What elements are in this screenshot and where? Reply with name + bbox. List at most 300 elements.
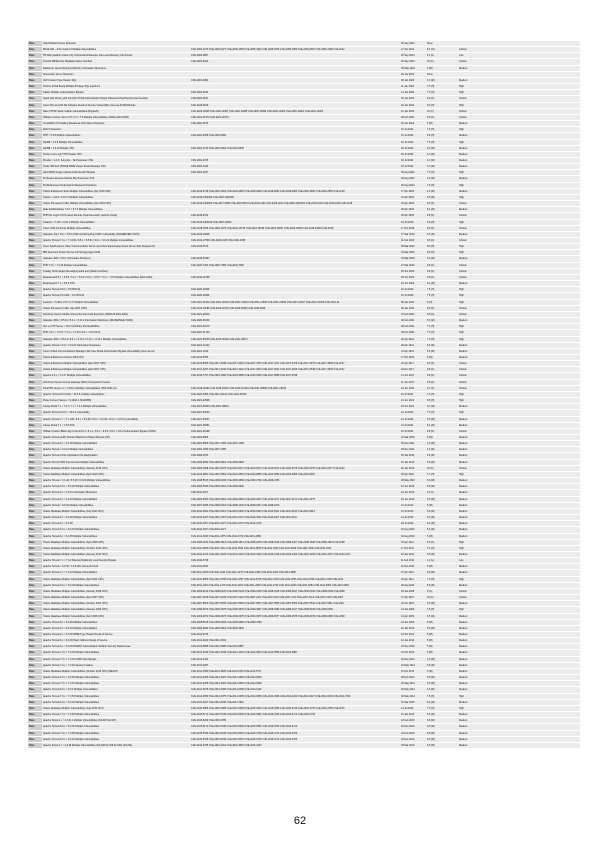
- row-score: 9.8 (C): [426, 262, 458, 268]
- row-score: 6.8 (M): [426, 730, 458, 736]
- row-name: Elasticsearch 7.x < 6.8.6 XSS: [42, 281, 190, 287]
- row-name: Apache Tomcat 6.x < 6.0.36 Hash Collision Denial of Service: [42, 638, 190, 644]
- row-severity: Medium: [458, 521, 580, 527]
- row-date: 08 Feb 2021: [400, 324, 426, 330]
- row-name: AVP Content Type Header SQL: [42, 77, 190, 83]
- row-date: 30 May 2014: [400, 687, 426, 693]
- row-name: phpBB < 2.0.10 Multiple XSS: [42, 145, 190, 151]
- row-date: 12 Jul 2021: [400, 410, 426, 416]
- row-name: IBM Spectrum Protect Server and Storage Agent RCE: [42, 250, 190, 256]
- row-severity: High: [458, 336, 580, 342]
- row-date: 04 Feb 2021: [400, 318, 426, 324]
- vulnerability-table-body: [28, 41, 580, 748]
- row-score: 9.8 (C): [426, 225, 458, 231]
- row-name: Apache Tomcat 6.x < 6.0.29 Multiple Vulnerabilities: [42, 515, 190, 521]
- row-score: 5.8 (M): [426, 484, 458, 490]
- row-date: 11 Feb 2011: [400, 558, 426, 564]
- row-name: Trading Technologies Messaging stack-post (Stack Overflow): [42, 268, 190, 274]
- row-date: 12 Jan 2012: [400, 638, 426, 644]
- row-date: 19 Apr 2018: [400, 201, 426, 207]
- row-cves: CVE-2018-16492 CVE-2018-16620 CVE-2018-16166 CVE-2021-29568 CVE-2021-29169: [190, 385, 400, 391]
- row-name: Apache Tomcat 6.x < 6.0.30: [42, 521, 190, 527]
- row-score: 4.3 (M): [426, 151, 458, 157]
- row-date: 06 Jan 2024: [400, 77, 426, 83]
- row-cves: CVE-2020-7064 CVE-2020-7065 CVE-2020-7066: [190, 262, 400, 268]
- row-date: 30 Apr 2010: [400, 471, 426, 477]
- row-cves: CVE-2019-17569 CVE-2020-1935 CVE-2020-1938: [190, 238, 400, 244]
- row-score: 9.8 (C): [426, 379, 458, 385]
- row-score: 4.3 (M): [426, 77, 458, 83]
- row-status: Pass: [28, 219, 42, 225]
- row-status: Pass: [28, 262, 42, 268]
- row-status: Pass: [28, 311, 42, 317]
- row-status: Pass: [28, 274, 42, 280]
- row-name: Apache Tomcat 6.x < 6.0.24 Multiple Vulnerabilities: [42, 625, 190, 631]
- row-name: Nass TCP/IP stack multiple vulnerabilities (Ripple20): [42, 108, 190, 114]
- row-name: Netion recsrv-cgi HTTP Header XSS: [42, 151, 190, 157]
- row-name: HelpOnBoard Server Detection: [42, 41, 190, 47]
- row-severity: High: [458, 410, 580, 416]
- row-date: 26 Aug 2011: [400, 582, 426, 588]
- row-name: Apache Tomcat 7.0.x < 7.0.30 Multiple Vulnerabilities: [42, 650, 190, 656]
- row-date: 10 Jul 2018: [400, 219, 426, 225]
- row-severity: Medium: [458, 619, 580, 625]
- row-date: 03 Jun 2021: [400, 404, 426, 410]
- row-name: Apache Tomcat 7.x < 7.0.12 Multiple Vulnerabilities: [42, 570, 190, 576]
- row-score: 9.8 (C): [426, 238, 458, 244]
- row-status: Pass: [28, 662, 42, 668]
- row-cves: CVE-2010-1157: [190, 490, 400, 496]
- row-date: 05 Jun 2020: [400, 274, 426, 280]
- row-severity: Critical: [458, 114, 580, 120]
- row-cves: CVE-2012-2733: [190, 632, 400, 638]
- row-severity: Medium: [458, 515, 580, 521]
- row-score: 4.3 (M): [426, 656, 458, 662]
- row-date: 18 Jan 2011: [400, 551, 426, 557]
- row-status: Pass: [28, 588, 42, 594]
- row-date: 14 Jul 2010: [400, 515, 426, 521]
- row-date: 20 Apr 2018: [400, 213, 426, 219]
- row-severity: Medium: [458, 601, 580, 607]
- row-date: 17 Oct 2013: [400, 354, 426, 360]
- row-status: Pass: [28, 551, 42, 557]
- row-severity: High: [458, 250, 580, 256]
- row-severity: Medium: [458, 416, 580, 422]
- row-name: Apache Tomcat 6.x < 6.0.20 Multiple Vulnerabilities: [42, 619, 190, 625]
- row-cves: CVE-2019-16785: [190, 274, 400, 280]
- row-date: 02 Aug 2024: [400, 176, 426, 182]
- row-status: Pass: [28, 90, 42, 96]
- row-severity: Medium: [458, 668, 580, 674]
- row-name: Apache Tomcat 7.0.x < 7.0.40 Session Fixation: [42, 662, 190, 668]
- row-score: 9.3 (C): [426, 539, 458, 545]
- row-status: Pass: [28, 545, 42, 551]
- row-severity: Critical: [458, 108, 580, 114]
- row-cves: CVE-2018-1000193 CVE-2018-10060: [190, 219, 400, 225]
- row-date: 16 Jul 2020: [400, 293, 426, 299]
- row-severity: Critical: [458, 367, 580, 373]
- row-severity: Medium: [458, 447, 580, 453]
- row-severity: High: [458, 299, 580, 305]
- row-date: 03 Feb 2021: [400, 311, 426, 317]
- row-name: Cisco UCM Intl Series Multiple Vulnerabilities: [42, 225, 190, 231]
- row-score: 9.8 (C): [426, 114, 458, 120]
- row-date: 01 Jan 2010: [400, 459, 426, 465]
- row-name: Horde IMP and HORDE MIME Viewer Email Message XSS: [42, 164, 190, 170]
- row-cves: CVE-2015-5345 CVE-2015-5346 CVE-2015-5351 CVE-2016-0706 CVE-2016-0714 CVE-2016-0763: [190, 730, 400, 736]
- row-severity: Medium: [458, 656, 580, 662]
- row-date: 10 Jun 2010: [400, 484, 426, 490]
- row-cves: CVE-2004-2037: [190, 170, 400, 176]
- row-severity: Medium: [458, 533, 580, 539]
- row-date: 08 Mar 2020: [400, 244, 426, 250]
- row-cves: CVE-2019-1672: [190, 244, 400, 250]
- row-name: Oracle Database Multiple Vulnerabilities (April 2011 CPU): [42, 576, 190, 582]
- row-name: Oracle E-Business Multiple Vulnerabilities (April 2017 CPU): [42, 361, 190, 367]
- row-name: Oracle Database Multiple Vulnerabilities (January 2010 CPU): [42, 465, 190, 471]
- row-score: 6.1 (M): [426, 422, 458, 428]
- row-name: NordVPN Nexus 3.x < 3.18.0.2 Multiple Vulnerabilities (TRS-2021-11): [42, 385, 190, 391]
- row-name: Oracle E-Business October 2013 CPU: [42, 354, 190, 360]
- row-status: Pass: [28, 188, 42, 194]
- row-name: Oracle Database Multiple Vulnerabilities (April 2009 CPU): [42, 613, 190, 619]
- page-number: 62: [293, 815, 307, 827]
- row-name: Oracle Database Multiple Vulnerabilities (January 2009 CPU): [42, 607, 190, 613]
- row-score: 8.6 (H): [426, 244, 458, 250]
- row-status: Pass: [28, 564, 42, 570]
- row-cves: CVE-2002-1080 CVE-2007-1355: [190, 447, 400, 453]
- row-severity: Medium: [458, 453, 580, 459]
- row-cves: CVE-2020-11896 CVE-2020-11897 CVE-2020-11898 CVE-2020-11899 CVE-2020-11900 CVE-2020-11901 CVE-2020-11902: [190, 108, 400, 114]
- row-date: 12 Oct 2012: [400, 632, 426, 638]
- row-cves: CVE-2021-21998: [190, 428, 400, 434]
- table-row: [28, 742, 580, 748]
- row-score: 7.1 (H): [426, 545, 458, 551]
- row-severity: Medium: [458, 231, 580, 237]
- row-score: 6.5 (M): [426, 231, 458, 237]
- row-date: 18 Apr 2017: [400, 367, 426, 373]
- row-date: 02 Aug 2010: [400, 527, 426, 533]
- row-date: 11 Feb 2020: [400, 238, 426, 244]
- row-score: 4.3 (M): [426, 176, 458, 182]
- row-name: ZohoCorp Secure Access Gateway (SRA) Unsupported Version: [42, 379, 190, 385]
- row-score: 6.5 (M): [426, 712, 458, 718]
- row-score: 5.8 (M): [426, 582, 458, 588]
- row-name: Apache Tomcat 6.x < 6.0.36 DIGEST Authentication Multiple Security Weaknesses: [42, 644, 190, 650]
- row-name: Zen Lu FTP Server < 15.2.0 Arbitrary File Read/Write: [42, 324, 190, 330]
- row-score: 9.8 (C): [426, 274, 458, 280]
- row-severity: High: [458, 576, 580, 582]
- row-date: 17 Apr 2018: [400, 188, 426, 194]
- row-status: Pass: [28, 201, 42, 207]
- row-score: 4.3 (M): [426, 157, 458, 163]
- row-name: Apache Tomcat 6.x < 6.0.21 Information Disclosure: [42, 490, 190, 496]
- row-cves: CVE-2004-0632: [190, 90, 400, 96]
- row-score: 5.0 (M): [426, 478, 458, 484]
- row-date: 02 Apr 2021: [400, 336, 426, 342]
- row-cves: CVE-2010-2227 CVE-2010-1157 CVE-2010-4172 CVE-2010-4312 CVE-2010-2227 CVE-2010-0011: [190, 515, 400, 521]
- row-severity: Medium: [458, 551, 580, 557]
- row-severity: Critical: [458, 465, 580, 471]
- row-cves: CVE-2021-33002: [190, 410, 400, 416]
- row-date: 22 Jul 2021: [400, 428, 426, 434]
- row-name: Apache Tomcat 8.0.x < 8.0.30 Multiple Vulnerabilities: [42, 724, 190, 730]
- row-date: 14 Jul 2015: [400, 705, 426, 711]
- row-status: Pass: [28, 453, 42, 459]
- row-name: Oracle Database Multiple Vulnerabilities (January 2008 CPU): [42, 588, 190, 594]
- row-cves: CVE-2020-9484 CVE-2021-25122 CVE-2021-25329: [190, 391, 400, 397]
- row-status: Pass: [28, 268, 42, 274]
- row-cves: CVE-2021-1409: [190, 348, 400, 354]
- row-severity: Medium: [458, 582, 580, 588]
- row-cves: CVE-2018-9752: [190, 213, 400, 219]
- row-cves: CVE-2014-0050 CVE-2014-0075 CVE-2014-0095 CVE-2014-0096 CVE-2014-0099 CVE-2014-0119 CVE-2014-0227 CVE-2014-0230 CVE-2014-7810: [190, 693, 400, 699]
- row-cves: CVE-2008-5515 CVE-2009-0033 CVE-2009-0580 CVE-2009-0783: [190, 619, 400, 625]
- row-cves: CVE-2009-0783: [190, 453, 400, 459]
- row-date: 13 Jan 2009: [400, 607, 426, 613]
- row-status: Pass: [28, 478, 42, 484]
- row-score: 6.4 (M): [426, 515, 458, 521]
- row-status: Pass: [28, 391, 42, 397]
- row-severity: High: [458, 182, 580, 188]
- row-score: 7.5 (H): [426, 336, 458, 342]
- row-date: 18 Nov 2011: [400, 447, 426, 453]
- row-score: 6.5 (M): [426, 601, 458, 607]
- row-cves: CVE-2012-4431: [190, 656, 400, 662]
- row-date: 30 May 2014: [400, 693, 426, 699]
- row-status: Pass: [28, 213, 42, 219]
- row-status: Pass: [28, 724, 42, 730]
- row-score: 5 (M): [426, 668, 458, 674]
- row-severity: High: [458, 539, 580, 545]
- row-date: 07 Jul 2024: [400, 127, 426, 133]
- row-severity: Medium: [458, 736, 580, 742]
- row-date: 04 Jun 2009: [400, 619, 426, 625]
- row-date: 25 Feb 2016: [400, 736, 426, 742]
- row-cves: CVE-2021-24122: [190, 342, 400, 348]
- row-name: Oracle Database Multiple Vulnerabilities (April 2010 CPU): [42, 471, 190, 477]
- row-name: PHP 7.3.x < 7.3.27 / 7.4.x < 7.4.15 / 8.0.x < 8.0.2 DoS: [42, 330, 190, 336]
- row-date: 02 Jul 2020: [400, 287, 426, 293]
- row-cves: CVE-2021-20179: [190, 324, 400, 330]
- row-score: 9.8 (C): [426, 428, 458, 434]
- row-cves: CVE-2007-2108 CVE-2007-2109 CVE-2007-2110 CVE-2007-2111 CVE-2007-2112 CVE-2007-2113 CVE-2007-2114 CVE-2007-2115 CVE-2007: [190, 595, 400, 601]
- row-date: 03 Jul 2024: [400, 164, 426, 170]
- row-name: Oracle Database Multiple Vulnerabilities (July 2010 CPU): [42, 508, 190, 514]
- row-status: Pass: [28, 576, 42, 582]
- row-status: Pass: [28, 736, 42, 742]
- row-cves: CVE-2011-3389 CVE-2013-3826 CVE-2013-5764 CVE-2013-5771: [190, 668, 400, 674]
- row-score: 5 (M): [426, 121, 458, 127]
- row-score: 7.5 (H): [426, 391, 458, 397]
- row-severity: Medium: [458, 570, 580, 576]
- row-name: VMware vCenter Server 6.5 / 6.7 / 7.0 Multiple Vulnerabilities (VMSA-2021-0002): [42, 114, 190, 120]
- row-name: ZohoCorp Secure Mobile Access Remote Code Execution (SMA125-2021-0001): [42, 311, 190, 317]
- row-name: Firebird DB/Remote Database Name Overflow: [42, 59, 190, 65]
- row-score: 5.3 (M): [426, 318, 458, 324]
- row-name: PHP File Logon PLUS sitecs Remote Code Execution (authors check): [42, 213, 190, 219]
- row-score: 4.3 (M): [426, 441, 458, 447]
- row-severity: Medium: [458, 256, 580, 262]
- row-score: 7.5 (H): [426, 293, 458, 299]
- row-date: 17 Oct 2011: [400, 545, 426, 551]
- row-severity: Medium: [458, 712, 580, 718]
- row-cves: CVE-2021-21602 CVE-2021-21603 CVE-2021-21604 CVE-2021-21605 CVE-2021-21606 CVE-2021-21607 CVE-2021-21608 CVE-2021-21: [190, 299, 400, 305]
- row-status: Pass: [28, 145, 42, 151]
- row-severity: Critical: [458, 96, 580, 102]
- row-name: Apache Struts 2.x < 2.3.28 Multiple Vulnerabilities (S2-028 S2-029 S2-030) (S2-031): [42, 742, 190, 748]
- row-status: Pass: [28, 336, 42, 342]
- row-date: 30 Jan 2024: [400, 96, 426, 102]
- row-score: 7.5 (H): [426, 170, 458, 176]
- row-severity: Critical: [458, 47, 580, 53]
- row-severity: High: [458, 607, 580, 613]
- row-date: 21 Jan 2024: [400, 108, 426, 114]
- row-score: 5.8 (M): [426, 681, 458, 687]
- row-name: HP Web jetadmin carton.php Unbounded Parameter File-Local Directory File Access: [42, 53, 190, 59]
- row-cves: CVE-2010-0851 CVE-2010-0852 CVE-2010-0854 CVE-2010-0855 CVE-2010-0860 CVE-2010-0866 CVE-2010-0867: [190, 471, 400, 477]
- row-score: 7.5 (H): [426, 576, 458, 582]
- row-cves: CVE-2021-29043 CVE-2021-29044: [190, 404, 400, 410]
- row-status: Pass: [28, 632, 42, 638]
- row-score: 9.8 (C): [426, 213, 458, 219]
- row-score: 5 (M): [426, 502, 458, 508]
- row-status: Pass: [28, 47, 42, 53]
- row-severity: High: [458, 693, 580, 699]
- row-score: 2.1 (L): [426, 53, 458, 59]
- row-score: 6.8 (M): [426, 570, 458, 576]
- row-cves: CVE-2021-33037: [190, 416, 400, 422]
- row-name: Apache Tomcat 9.0.0.M1 < 9.0.36 DoS: [42, 293, 190, 299]
- row-name: Atlas DocBookSuite 7.0.0 < 8.7.3 Multiple Vulnerabilities: [42, 207, 190, 213]
- row-cves: CVE-2013-4286 CVE-2013-4322 CVE-2013-4590 CVE-2014-0033: [190, 675, 400, 681]
- row-name: Apache Tomcat 7.0.x < 7.0.51 Multiple Vulnerabilities: [42, 681, 190, 687]
- row-date: 25 Feb 2014: [400, 675, 426, 681]
- row-status: Pass: [28, 108, 42, 114]
- row-name: Apache Tomcat Cross-Application File Manipulation: [42, 453, 190, 459]
- row-status: Pass: [28, 318, 42, 324]
- row-date: 05 Jan 2010: [400, 453, 426, 459]
- row-date: 12 Jul 2021: [400, 416, 426, 422]
- row-cves: CVE-2004-0725: [190, 157, 400, 163]
- row-date: 23 Mar 2020: [400, 256, 426, 262]
- row-score: 6.5 (M): [426, 613, 458, 619]
- row-name: Apache Tomcat 6.0.x < 6.0.33 Multiple Vulnerabilities: [42, 582, 190, 588]
- row-cves: CVE-2004-2043: [190, 59, 400, 65]
- row-cves: CVE-2008-3974 CVE-2008-3978 CVE-2008-3979 CVE-2008-3997 CVE-2008-3999 CVE-2008-4017 CVE-2008-5439 CVE-2009-0000: [190, 607, 400, 613]
- row-date: 21 Jun 2021: [400, 398, 426, 404]
- row-date: 09 May 2010: [400, 478, 426, 484]
- row-date: 13 Jul 2010: [400, 508, 426, 514]
- row-date: 30 Sep 2024: [400, 41, 426, 47]
- row-name: Pulse Connect Secure < 9.1R11.4 (SA44858): [42, 398, 190, 404]
- row-severity: Medium: [458, 613, 580, 619]
- row-status: Pass: [28, 367, 42, 373]
- row-cves: CVE-2012-5885 CVE-2012-5886 CVE-2012-5887: [190, 644, 400, 650]
- row-score: 5 (M): [426, 650, 458, 656]
- row-score: 6.5 (M): [426, 551, 458, 557]
- row-severity: Critical: [458, 428, 580, 434]
- row-cves: CVE-2009-1998 CVE-2010-0070 CVE-2010-0071 CVE-2010-0072 CVE-2010-0074 CVE-2010-0075 CVE-2010-0076 CVE-2010-0077 CVE-2010: [190, 465, 400, 471]
- row-cves: CVE-2018-1000003 CVE-2017-9096 CVE-2016-5019 CVE-2016-1182 CVE-2016-1181 CVE-2018-1000001 CVE-2018-1000 CVE-2018-1000 CVE-2018: [190, 201, 400, 207]
- row-cves: CVE-2007-6286 CVE-2008-0002 CVE-2008-1232 CVE-2008-1947 CVE-2008-2370: [190, 502, 400, 508]
- row-severity: Medium: [458, 478, 580, 484]
- row-cves: CVE-2010-3718: [190, 558, 400, 564]
- row-name: Oracle Database Multiple Vulnerabilities (October 2007 CPU): [42, 601, 190, 607]
- row-date: 17 Mar 2020: [400, 231, 426, 237]
- row-severity: Low: [458, 53, 580, 59]
- row-cves: CVE-2003-0866 CVE-2007-1355 CVE-2007-1358: [190, 441, 400, 447]
- row-severity: Medium: [458, 527, 580, 533]
- row-name: Apache Tomcat 5.5.x < 5.5.29 Multiple Vulnerabilities: [42, 484, 190, 490]
- row-score: 7.5 (H): [426, 90, 458, 96]
- row-status: Pass: [28, 404, 42, 410]
- row-name: Apache Tomcat 6.x < 6.0.35 Multiple Vulnerabilities: [42, 533, 190, 539]
- row-status: Pass: [28, 521, 42, 527]
- row-cves: CVE-2011-3485 CVE-2011-3512 CVE-2011-3523 CVE-2011-3525 CVE-2011-3526 CVE-2011-3529 CVE-2011-3530 CVE-2011-3534: [190, 545, 400, 551]
- row-score: 4.3 (M): [426, 145, 458, 151]
- row-status: Pass: [28, 459, 42, 465]
- row-severity: Medium: [458, 121, 580, 127]
- row-severity: High: [458, 330, 580, 336]
- row-score: 5 (M): [426, 619, 458, 625]
- row-date: 10 Oct 2012: [400, 650, 426, 656]
- row-severity: Medium: [458, 638, 580, 644]
- row-score: 5 (M): [426, 644, 458, 650]
- row-severity: High: [458, 84, 580, 90]
- row-score: 7.5 (H): [426, 287, 458, 293]
- row-score: 7.5 (H): [426, 330, 458, 336]
- row-status: Pass: [28, 238, 42, 244]
- row-date: 17 Oct 2024: [400, 47, 426, 53]
- row-status: Pass: [28, 225, 42, 231]
- row-score: 6.1 (M): [426, 404, 458, 410]
- row-score: 5.9 (M): [426, 342, 458, 348]
- row-date: 18 Apr 2017: [400, 361, 426, 367]
- row-score: 9.8 (C): [426, 361, 458, 367]
- row-cves: CVE-2020-36239: [190, 318, 400, 324]
- row-score: 9.8 (C): [426, 201, 458, 207]
- row-severity: High: [458, 194, 580, 200]
- row-date: 19 Apr 2011: [400, 576, 426, 582]
- row-score: 6.1 (M): [426, 207, 458, 213]
- row-cves: CVE-2011-3190 CVE-2011-3375 CVE-2011-3376 CVE-2011-4858: [190, 533, 400, 539]
- row-name: Apache Tomcat 7.0.x < 7.0.33 CSRF Filter Bypass: [42, 656, 190, 662]
- row-score: 5 (M): [426, 65, 458, 71]
- row-date: 24 Feb 2016: [400, 724, 426, 730]
- row-date: 01 Jan 2016: [400, 712, 426, 718]
- row-severity: High: [458, 391, 580, 397]
- row-status: Pass: [28, 471, 42, 477]
- row-cves: CVE-2016-7797 CVE-2016-1286 CVE-2016-5386 CVE-2016-6420 CVE-2017-9888 CVE-2017-9798: [190, 373, 400, 379]
- row-status: Pass: [28, 410, 42, 416]
- row-status: Pass: [28, 114, 42, 120]
- row-status: Pass: [28, 84, 42, 90]
- row-status: Pass: [28, 625, 42, 631]
- row-name: Oracle Database Multiple Vulnerabilities (October 2013 CPU) (BEAST): [42, 668, 190, 674]
- row-score: 6.4 (M): [426, 527, 458, 533]
- row-name: Apache Tomcat < 4.1.40 / 5.5.28 / 6.0.20 Multiple Vulnerabilities: [42, 478, 190, 484]
- row-name: MS12-020 – A Pre Fault 14 Multiple Vulnerabilities: [42, 47, 190, 53]
- row-status: Pass: [28, 77, 42, 83]
- row-score: 5 (M): [426, 632, 458, 638]
- row-severity: Medium: [458, 508, 580, 514]
- row-date: 30 Jan 2021: [400, 305, 426, 311]
- row-severity: Medium: [458, 281, 580, 287]
- row-name: Apache Tomcat 7.0.x < 7.0.53 Multiple Vulnerabilities: [42, 693, 190, 699]
- row-status: Pass: [28, 71, 42, 77]
- row-status: Pass: [28, 157, 42, 163]
